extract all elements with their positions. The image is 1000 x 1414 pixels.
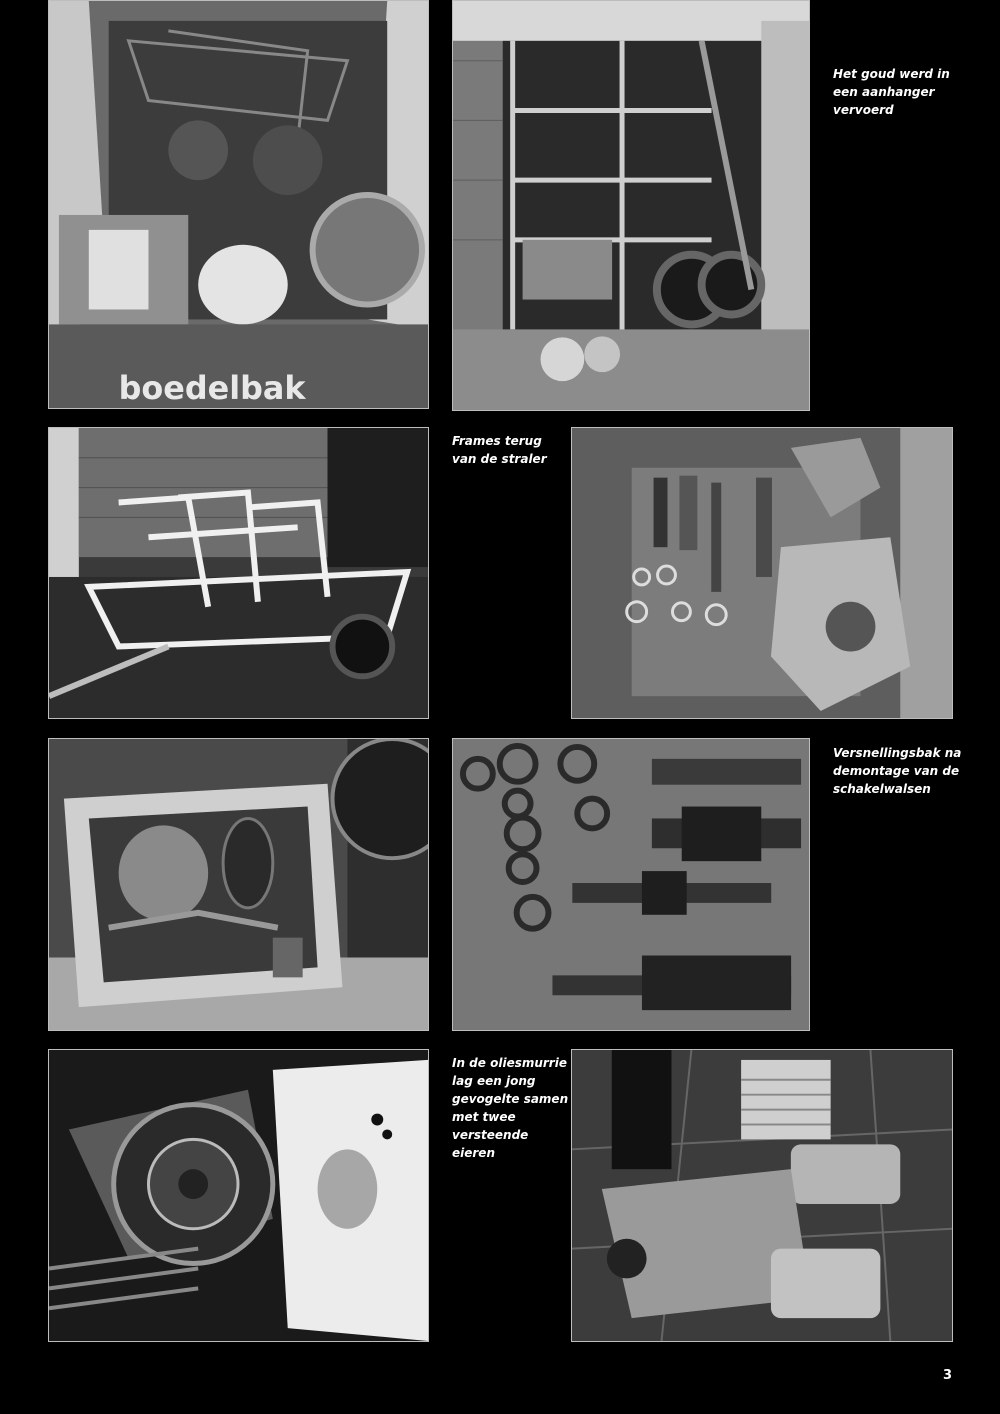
photo-frames-on-trailer [48,427,429,719]
caption-versnellingsbak: Versnellingsbak na demontage van de schakelwalsen [833,746,962,796]
photo-garage-shelves [452,0,810,411]
photo-trailer-with-parts [48,0,429,409]
caption-aanhanger: Het goud werd in een aanhanger vervoerd [833,67,950,117]
caption-frames: Frames terug van de straler [452,434,547,466]
photo-engine-block-open [48,738,429,1031]
photo-gearbox-parts-overview [571,427,953,719]
caption-oliesmurrie: In de oliesmurrie lag een jong gevogelte samen met twee versteende eieren [452,1056,569,1160]
page-number: 3 [942,1368,952,1383]
photo-gearbox-shafts [452,738,810,1031]
trailer-logo-text: boedelbak [118,369,306,408]
photo-oil-sump-nest [48,1049,429,1342]
photo-assembled-engine [571,1049,953,1342]
